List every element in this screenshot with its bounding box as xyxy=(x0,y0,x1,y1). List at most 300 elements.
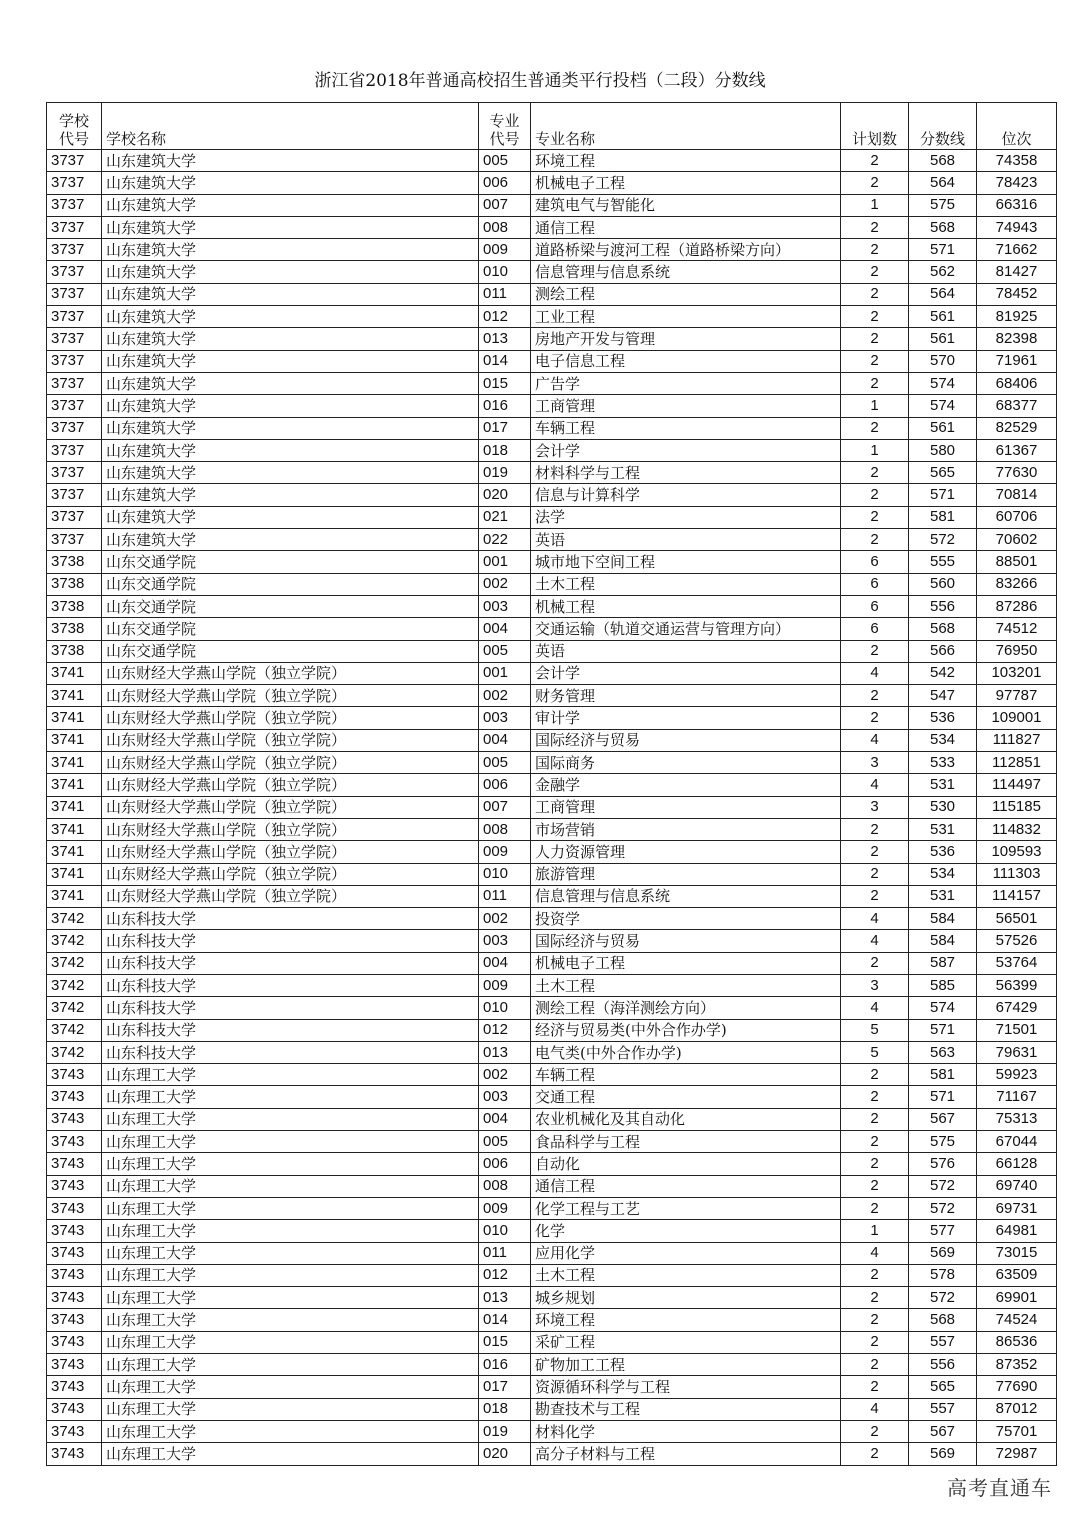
score-line-cell: 587 xyxy=(909,952,977,974)
page-title: 浙江省2018年普通高校招生普通类平行投档（二段）分数线 xyxy=(314,71,766,91)
plan-count-cell: 4 xyxy=(841,930,909,952)
plan-count-cell: 2 xyxy=(841,1197,909,1219)
school-name-cell: 山东财经大学燕山学院（独立学院） xyxy=(102,685,479,707)
table-row xyxy=(47,729,1057,751)
score-line-cell: 567 xyxy=(909,1108,977,1130)
major-name-cell: 国际经济与贸易 xyxy=(531,930,841,952)
score-line-cell: 536 xyxy=(909,707,977,729)
score-line-cell: 580 xyxy=(909,439,977,461)
school-name-cell: 山东建筑大学 xyxy=(102,462,479,484)
major-name-cell: 人力资源管理 xyxy=(531,841,841,863)
school-name-cell: 山东财经大学燕山学院（独立学院） xyxy=(102,752,479,774)
major-code-cell: 004 xyxy=(479,1108,531,1130)
table-row xyxy=(47,1264,1057,1286)
score-line-cell: 561 xyxy=(909,306,977,328)
school-name-cell: 山东财经大学燕山学院（独立学院） xyxy=(102,774,479,796)
plan-count-cell: 3 xyxy=(841,752,909,774)
table-row xyxy=(47,796,1057,818)
rank-cell: 87286 xyxy=(977,595,1057,617)
plan-count-cell: 2 xyxy=(841,640,909,662)
major-code-cell: 015 xyxy=(479,1331,531,1353)
table-row xyxy=(47,662,1057,684)
score-line-cell: 568 xyxy=(909,150,977,172)
major-name-cell: 电气类(中外合作办学) xyxy=(531,1041,841,1063)
school-name-cell: 山东财经大学燕山学院（独立学院） xyxy=(102,796,479,818)
rank-cell: 86536 xyxy=(977,1331,1057,1353)
major-name-cell: 环境工程 xyxy=(531,1309,841,1331)
plan-count-cell: 4 xyxy=(841,908,909,930)
score-line-cell: 547 xyxy=(909,685,977,707)
major-name-cell: 机械工程 xyxy=(531,595,841,617)
rank-cell: 83266 xyxy=(977,573,1057,595)
plan-count-cell: 2 xyxy=(841,529,909,551)
score-line-cell: 533 xyxy=(909,752,977,774)
school-code-cell: 3737 xyxy=(47,372,102,394)
score-line-cell: 531 xyxy=(909,818,977,840)
score-line-cell: 561 xyxy=(909,328,977,350)
school-name-cell: 山东理工大学 xyxy=(102,1287,479,1309)
plan-count-cell: 3 xyxy=(841,974,909,996)
major-code-cell: 002 xyxy=(479,685,531,707)
major-code-cell: 009 xyxy=(479,841,531,863)
school-code-cell: 3737 xyxy=(47,506,102,528)
table-row xyxy=(47,952,1057,974)
major-code-cell: 010 xyxy=(479,1220,531,1242)
school-code-cell: 3737 xyxy=(47,239,102,261)
major-code-cell: 010 xyxy=(479,261,531,283)
major-name-cell: 建筑电气与智能化 xyxy=(531,194,841,216)
major-name-cell: 工商管理 xyxy=(531,395,841,417)
table-row xyxy=(47,1376,1057,1398)
table-row xyxy=(47,1131,1057,1153)
school-name-cell: 山东理工大学 xyxy=(102,1376,479,1398)
rank-cell: 87012 xyxy=(977,1398,1057,1420)
school-code-cell: 3741 xyxy=(47,707,102,729)
school-name-cell: 山东建筑大学 xyxy=(102,417,479,439)
score-line-cell: 584 xyxy=(909,930,977,952)
rank-cell: 75313 xyxy=(977,1108,1057,1130)
score-line-cell: 565 xyxy=(909,462,977,484)
plan-count-cell: 2 xyxy=(841,462,909,484)
table-row xyxy=(47,774,1057,796)
school-name-cell: 山东理工大学 xyxy=(102,1331,479,1353)
plan-count-cell: 2 xyxy=(841,685,909,707)
plan-count-cell: 2 xyxy=(841,261,909,283)
school-name-cell: 山东财经大学燕山学院（独立学院） xyxy=(102,841,479,863)
major-name-cell: 农业机械化及其自动化 xyxy=(531,1108,841,1130)
table-row xyxy=(47,439,1057,461)
school-code-cell: 3742 xyxy=(47,930,102,952)
major-code-cell: 005 xyxy=(479,640,531,662)
major-name-cell: 信息管理与信息系统 xyxy=(531,885,841,907)
header-major-name: 专业名称 xyxy=(531,103,841,150)
major-name-cell: 市场营销 xyxy=(531,818,841,840)
rank-cell: 114497 xyxy=(977,774,1057,796)
rank-cell: 71501 xyxy=(977,1019,1057,1041)
school-code-cell: 3737 xyxy=(47,350,102,372)
school-code-cell: 3738 xyxy=(47,640,102,662)
score-line-cell: 534 xyxy=(909,729,977,751)
school-code-cell: 3743 xyxy=(47,1220,102,1242)
header-major-code-line2: 代号 xyxy=(489,130,520,148)
major-code-cell: 014 xyxy=(479,1309,531,1331)
major-code-cell: 013 xyxy=(479,1041,531,1063)
rank-cell: 64981 xyxy=(977,1220,1057,1242)
school-code-cell: 3742 xyxy=(47,1041,102,1063)
major-code-cell: 003 xyxy=(479,707,531,729)
major-name-cell: 通信工程 xyxy=(531,1175,841,1197)
score-line-cell: 531 xyxy=(909,885,977,907)
major-name-cell: 电子信息工程 xyxy=(531,350,841,372)
plan-count-cell: 2 xyxy=(841,216,909,238)
table-row xyxy=(47,1220,1057,1242)
rank-cell: 111827 xyxy=(977,729,1057,751)
score-line-cell: 566 xyxy=(909,640,977,662)
major-code-cell: 015 xyxy=(479,372,531,394)
rank-cell: 69740 xyxy=(977,1175,1057,1197)
school-name-cell: 山东建筑大学 xyxy=(102,328,479,350)
rank-cell: 97787 xyxy=(977,685,1057,707)
school-code-cell: 3743 xyxy=(47,1398,102,1420)
score-line-cell: 577 xyxy=(909,1220,977,1242)
table-row xyxy=(47,1287,1057,1309)
major-name-cell: 环境工程 xyxy=(531,150,841,172)
school-name-cell: 山东财经大学燕山学院（独立学院） xyxy=(102,885,479,907)
table-row xyxy=(47,930,1057,952)
school-code-cell: 3737 xyxy=(47,216,102,238)
school-code-cell: 3743 xyxy=(47,1309,102,1331)
major-name-cell: 土木工程 xyxy=(531,1264,841,1286)
school-code-cell: 3741 xyxy=(47,729,102,751)
major-code-cell: 004 xyxy=(479,952,531,974)
major-code-cell: 002 xyxy=(479,1064,531,1086)
school-code-cell: 3743 xyxy=(47,1264,102,1286)
school-name-cell: 山东建筑大学 xyxy=(102,372,479,394)
score-line-cell: 556 xyxy=(909,595,977,617)
major-code-cell: 011 xyxy=(479,1242,531,1264)
table-row xyxy=(47,1443,1057,1465)
header-score: 分数线 xyxy=(909,103,977,150)
table-row xyxy=(47,1354,1057,1376)
plan-count-cell: 4 xyxy=(841,729,909,751)
table-row xyxy=(47,1175,1057,1197)
table-row xyxy=(47,1242,1057,1264)
major-code-cell: 013 xyxy=(479,1287,531,1309)
school-name-cell: 山东建筑大学 xyxy=(102,172,479,194)
plan-count-cell: 4 xyxy=(841,1398,909,1420)
school-code-cell: 3743 xyxy=(47,1331,102,1353)
plan-count-cell: 2 xyxy=(841,1376,909,1398)
rank-cell: 111303 xyxy=(977,863,1057,885)
rank-cell: 53764 xyxy=(977,952,1057,974)
major-name-cell: 法学 xyxy=(531,506,841,528)
school-code-cell: 3737 xyxy=(47,283,102,305)
table-row xyxy=(47,1086,1057,1108)
major-name-cell: 财务管理 xyxy=(531,685,841,707)
major-name-cell: 土木工程 xyxy=(531,974,841,996)
rank-cell: 74943 xyxy=(977,216,1057,238)
plan-count-cell: 4 xyxy=(841,662,909,684)
plan-count-cell: 2 xyxy=(841,150,909,172)
plan-count-cell: 2 xyxy=(841,417,909,439)
school-name-cell: 山东理工大学 xyxy=(102,1064,479,1086)
plan-count-cell: 2 xyxy=(841,1420,909,1442)
header-major-code xyxy=(479,103,531,150)
score-line-cell: 574 xyxy=(909,372,977,394)
plan-count-cell: 2 xyxy=(841,1153,909,1175)
school-name-cell: 山东建筑大学 xyxy=(102,194,479,216)
major-name-cell: 测绘工程 xyxy=(531,283,841,305)
plan-count-cell: 2 xyxy=(841,350,909,372)
major-code-cell: 007 xyxy=(479,194,531,216)
major-name-cell: 交通工程 xyxy=(531,1086,841,1108)
score-line-cell: 565 xyxy=(909,1376,977,1398)
table-row xyxy=(47,395,1057,417)
major-code-cell: 004 xyxy=(479,729,531,751)
rank-cell: 109001 xyxy=(977,707,1057,729)
school-name-cell: 山东交通学院 xyxy=(102,551,479,573)
plan-count-cell: 6 xyxy=(841,595,909,617)
major-code-cell: 009 xyxy=(479,974,531,996)
table-row xyxy=(47,640,1057,662)
school-code-cell: 3741 xyxy=(47,752,102,774)
rank-cell: 59923 xyxy=(977,1064,1057,1086)
score-line-cell: 572 xyxy=(909,1197,977,1219)
table-row xyxy=(47,1108,1057,1130)
score-line-cell: 574 xyxy=(909,997,977,1019)
school-code-cell: 3742 xyxy=(47,908,102,930)
major-code-cell: 006 xyxy=(479,1153,531,1175)
school-name-cell: 山东理工大学 xyxy=(102,1420,479,1442)
school-code-cell: 3743 xyxy=(47,1376,102,1398)
table-header-row xyxy=(47,103,1057,150)
major-code-cell: 009 xyxy=(479,239,531,261)
school-code-cell: 3737 xyxy=(47,529,102,551)
school-name-cell: 山东建筑大学 xyxy=(102,216,479,238)
score-line-cell: 575 xyxy=(909,1131,977,1153)
major-name-cell: 交通运输（轨道交通运营与管理方向） xyxy=(531,618,841,640)
score-line-cell: 572 xyxy=(909,529,977,551)
school-name-cell: 山东科技大学 xyxy=(102,997,479,1019)
table-row xyxy=(47,484,1057,506)
table-row xyxy=(47,372,1057,394)
major-name-cell: 勘查技术与工程 xyxy=(531,1398,841,1420)
score-line-cell: 571 xyxy=(909,1086,977,1108)
major-code-cell: 013 xyxy=(479,328,531,350)
major-name-cell: 土木工程 xyxy=(531,573,841,595)
plan-count-cell: 6 xyxy=(841,618,909,640)
score-line-cell: 578 xyxy=(909,1264,977,1286)
table-row xyxy=(47,417,1057,439)
rank-cell: 75701 xyxy=(977,1420,1057,1442)
school-name-cell: 山东建筑大学 xyxy=(102,506,479,528)
header-plan: 计划数 xyxy=(841,103,909,150)
school-code-cell: 3741 xyxy=(47,685,102,707)
plan-count-cell: 2 xyxy=(841,952,909,974)
plan-count-cell: 2 xyxy=(841,1331,909,1353)
school-name-cell: 山东交通学院 xyxy=(102,595,479,617)
major-code-cell: 004 xyxy=(479,618,531,640)
major-code-cell: 001 xyxy=(479,662,531,684)
plan-count-cell: 2 xyxy=(841,328,909,350)
plan-count-cell: 2 xyxy=(841,239,909,261)
school-name-cell: 山东建筑大学 xyxy=(102,395,479,417)
header-school-name: 学校名称 xyxy=(102,103,479,150)
school-code-cell: 3737 xyxy=(47,194,102,216)
major-name-cell: 经济与贸易类(中外合作办学) xyxy=(531,1019,841,1041)
table-row xyxy=(47,818,1057,840)
rank-cell: 56501 xyxy=(977,908,1057,930)
rank-cell: 88501 xyxy=(977,551,1057,573)
rank-cell: 103201 xyxy=(977,662,1057,684)
rank-cell: 68377 xyxy=(977,395,1057,417)
rank-cell: 71167 xyxy=(977,1086,1057,1108)
school-code-cell: 3743 xyxy=(47,1131,102,1153)
school-name-cell: 山东理工大学 xyxy=(102,1175,479,1197)
major-code-cell: 011 xyxy=(479,283,531,305)
plan-count-cell: 3 xyxy=(841,796,909,818)
school-code-cell: 3741 xyxy=(47,841,102,863)
school-name-cell: 山东科技大学 xyxy=(102,1019,479,1041)
rank-cell: 66316 xyxy=(977,194,1057,216)
major-name-cell: 车辆工程 xyxy=(531,1064,841,1086)
school-code-cell: 3741 xyxy=(47,774,102,796)
table-row xyxy=(47,595,1057,617)
school-code-cell: 3738 xyxy=(47,595,102,617)
score-line-cell: 569 xyxy=(909,1443,977,1465)
table-row xyxy=(47,841,1057,863)
table-row xyxy=(47,551,1057,573)
plan-count-cell: 2 xyxy=(841,707,909,729)
plan-count-cell: 2 xyxy=(841,885,909,907)
plan-count-cell: 5 xyxy=(841,1041,909,1063)
table-row xyxy=(47,1420,1057,1442)
plan-count-cell: 2 xyxy=(841,172,909,194)
rank-cell: 72987 xyxy=(977,1443,1057,1465)
school-code-cell: 3741 xyxy=(47,662,102,684)
table-row xyxy=(47,1398,1057,1420)
plan-count-cell: 2 xyxy=(841,1287,909,1309)
rank-cell: 74524 xyxy=(977,1309,1057,1331)
major-name-cell: 资源循环科学与工程 xyxy=(531,1376,841,1398)
major-name-cell: 会计学 xyxy=(531,662,841,684)
school-code-cell: 3742 xyxy=(47,974,102,996)
school-name-cell: 山东交通学院 xyxy=(102,640,479,662)
score-line-cell: 584 xyxy=(909,908,977,930)
score-line-cell: 567 xyxy=(909,1420,977,1442)
score-line-cell: 569 xyxy=(909,1242,977,1264)
major-code-cell: 006 xyxy=(479,774,531,796)
major-name-cell: 英语 xyxy=(531,529,841,551)
major-code-cell: 016 xyxy=(479,1354,531,1376)
school-name-cell: 山东科技大学 xyxy=(102,974,479,996)
header-school-code xyxy=(47,103,102,150)
major-name-cell: 信息管理与信息系统 xyxy=(531,261,841,283)
school-name-cell: 山东理工大学 xyxy=(102,1108,479,1130)
plan-count-cell: 2 xyxy=(841,818,909,840)
table-row xyxy=(47,863,1057,885)
score-line-cell: 585 xyxy=(909,974,977,996)
school-name-cell: 山东财经大学燕山学院（独立学院） xyxy=(102,707,479,729)
rank-cell: 63509 xyxy=(977,1264,1057,1286)
major-name-cell: 车辆工程 xyxy=(531,417,841,439)
major-code-cell: 002 xyxy=(479,573,531,595)
school-name-cell: 山东理工大学 xyxy=(102,1242,479,1264)
rank-cell: 78452 xyxy=(977,283,1057,305)
major-name-cell: 城乡规划 xyxy=(531,1287,841,1309)
school-code-cell: 3741 xyxy=(47,885,102,907)
rank-cell: 67044 xyxy=(977,1131,1057,1153)
rank-cell: 67429 xyxy=(977,997,1057,1019)
major-name-cell: 道路桥梁与渡河工程（道路桥梁方向） xyxy=(531,239,841,261)
school-name-cell: 山东科技大学 xyxy=(102,908,479,930)
major-name-cell: 会计学 xyxy=(531,439,841,461)
rank-cell: 82529 xyxy=(977,417,1057,439)
table-row xyxy=(47,1041,1057,1063)
school-code-cell: 3737 xyxy=(47,484,102,506)
plan-count-cell: 2 xyxy=(841,283,909,305)
score-line-cell: 568 xyxy=(909,1309,977,1331)
major-code-cell: 020 xyxy=(479,1443,531,1465)
plan-count-cell: 4 xyxy=(841,1242,909,1264)
score-line-cell: 556 xyxy=(909,1354,977,1376)
plan-count-cell: 6 xyxy=(841,573,909,595)
score-line-cell: 576 xyxy=(909,1153,977,1175)
score-line-cell: 572 xyxy=(909,1175,977,1197)
plan-count-cell: 4 xyxy=(841,774,909,796)
school-name-cell: 山东科技大学 xyxy=(102,1041,479,1063)
table-row xyxy=(47,216,1057,238)
school-name-cell: 山东建筑大学 xyxy=(102,350,479,372)
school-name-cell: 山东理工大学 xyxy=(102,1086,479,1108)
plan-count-cell: 2 xyxy=(841,1354,909,1376)
table-row xyxy=(47,997,1057,1019)
school-code-cell: 3738 xyxy=(47,573,102,595)
major-name-cell: 工商管理 xyxy=(531,796,841,818)
major-code-cell: 008 xyxy=(479,1175,531,1197)
major-code-cell: 018 xyxy=(479,439,531,461)
major-code-cell: 011 xyxy=(479,885,531,907)
rank-cell: 81925 xyxy=(977,306,1057,328)
major-name-cell: 旅游管理 xyxy=(531,863,841,885)
table-row xyxy=(47,506,1057,528)
plan-count-cell: 2 xyxy=(841,372,909,394)
major-code-cell: 005 xyxy=(479,150,531,172)
major-name-cell: 信息与计算科学 xyxy=(531,484,841,506)
school-name-cell: 山东理工大学 xyxy=(102,1309,479,1331)
rank-cell: 115185 xyxy=(977,796,1057,818)
table-row xyxy=(47,752,1057,774)
header-rank: 位次 xyxy=(977,103,1057,150)
school-code-cell: 3738 xyxy=(47,551,102,573)
major-name-cell: 化学工程与工艺 xyxy=(531,1197,841,1219)
school-code-cell: 3742 xyxy=(47,952,102,974)
school-name-cell: 山东理工大学 xyxy=(102,1197,479,1219)
table-row xyxy=(47,974,1057,996)
rank-cell: 71961 xyxy=(977,350,1057,372)
table-row xyxy=(47,707,1057,729)
score-line-cell: 562 xyxy=(909,261,977,283)
major-name-cell: 机械电子工程 xyxy=(531,172,841,194)
plan-count-cell: 2 xyxy=(841,841,909,863)
score-line-cell: 557 xyxy=(909,1398,977,1420)
plan-count-cell: 2 xyxy=(841,306,909,328)
table-body xyxy=(47,150,1057,1466)
rank-cell: 60706 xyxy=(977,506,1057,528)
major-code-cell: 008 xyxy=(479,216,531,238)
school-code-cell: 3737 xyxy=(47,328,102,350)
rank-cell: 114832 xyxy=(977,818,1057,840)
